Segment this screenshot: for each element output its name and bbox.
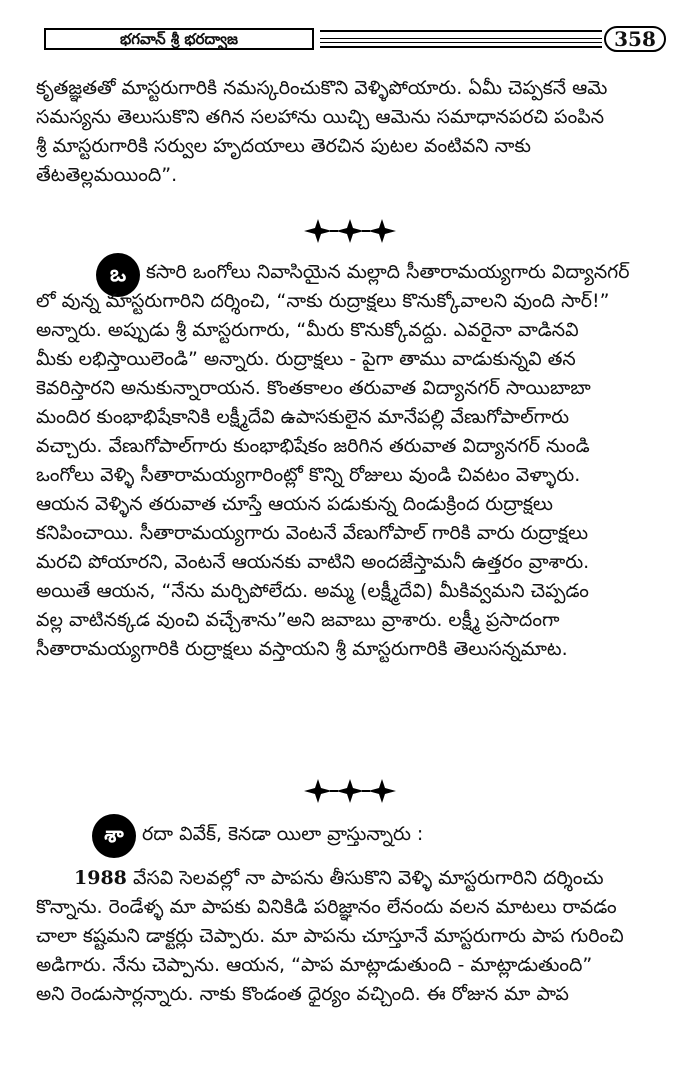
text-line: సీతారామయ్యగారికి రుద్రాక్షలు వస్తాయని శ్రీ మాస్టరుగారికి తెలుసన్నమాట.: [36, 638, 568, 660]
text-line: కెవరిస్తారని అనుకున్నారాయన. కొంతకాలం తరువాత విద్యానగర్ సాయిబాబా: [36, 377, 591, 399]
ornament-divider: [0, 776, 700, 810]
text-fragment: వేసవి సెలవల్లో నా పాపను తీసుకొని వెళ్ళి మాస్టరుగారిని దర్శించు: [132, 867, 604, 889]
text-line: [36, 864, 666, 893]
text-line: వల్ల వాటినక్కడ వుంచి వచ్చేశాను”అని జవాబు వ్రాశారు. లక్ష్మీ ప్రసాదంగా: [36, 609, 560, 631]
ornament-divider: [0, 216, 700, 250]
four-point-stars-ornament-icon: [300, 776, 400, 806]
text-line: లో వున్న మాస్టరుగారిని దర్శించి, “నాకు రుద్రాక్షలు కొనుక్కోవాలని వుంది సార్!”: [36, 290, 610, 312]
text-line: అని రెండుసార్లన్నారు. నాకు కొండంత ధైర్యం వచ్చింది. ఈ రోజున మా పాప: [36, 983, 569, 1005]
paragraph-4: [36, 864, 666, 1009]
text-line: మందిర కుంభాభిషేకానికి లక్ష్మీదేవి ఉపాసకులైన మానేపల్లి వేణుగోపాల్‌గారు: [36, 406, 570, 428]
text-line: తేటతెల్లమయింది”.: [36, 164, 178, 186]
text-line: అయితే ఆయన, “నేను మర్చిపోలేదు. అమ్మ (లక్ష్మీదేవి) మీకివ్వమని చెప్పడం: [36, 580, 589, 602]
paragraph-1: [36, 74, 666, 190]
text-line: మరచి పోయారని, వెంటనే ఆయనకు వాటిని అందజేస్తామనీ ఉత్తరం వ్రాశారు.: [36, 551, 590, 573]
book-title: భగవాన్ శ్రీ భరద్వాజ: [120, 30, 238, 48]
drop-cap: శా: [92, 814, 136, 858]
text-line: కనిపించాయి. సీతారామయ్యగారు వెంటనే వేణుగోపాల్ గారికి వారు రుద్రాక్షలు: [36, 522, 589, 544]
drop-cap: ఒ: [96, 253, 140, 297]
header-rule: [320, 30, 602, 48]
text-line: కృతజ్ఞతతో మాస్టరుగారికి నమస్కరించుకొని వెళ్ళిపోయారు. ఏమీ చెప్పకనే ఆమె: [36, 77, 608, 99]
text-line: వచ్చారు. వేణుగోపాల్‌గారు కుంభాభిషేకం జరిగిన తరువాత విద్యానగర్ నుండి: [36, 435, 590, 457]
text-line: ఆయన వెళ్ళిన తరువాత చూస్తే ఆయన పడుకున్న దిండుక్రింద రుద్రాక్షలు: [36, 493, 553, 515]
page-header: [44, 26, 664, 54]
page-number: 358: [614, 27, 656, 51]
page-number-badge: [604, 26, 666, 52]
text-line: కసారి ఒంగోలు నివాసియైన మల్లాది సీతారామయ్యగారు విద్యానగర్: [146, 261, 630, 283]
four-point-stars-ornament-icon: [300, 216, 400, 246]
text-line: అడిగారు. నేను చెప్పాను. ఆయన, “పాప మాట్లాడుతుంది - మాట్లాడుతుంది”: [36, 954, 593, 976]
text-line: రదా వివేక్, కెనడా యిలా వ్రాస్తున్నారు :: [142, 823, 424, 845]
text-line: ఒంగోలు వెళ్ళి సీతారామయ్యగారింట్లో కొన్ని రోజులు వుండి చివటం వెళ్ళారు.: [36, 464, 581, 486]
text-line: కొన్నాను. రెండేళ్ళ మా పాపకు వినికిడి పరిజ్ఞానం లేనందు వలన మాటలు రావడం: [36, 896, 617, 918]
text-line: శ్రీ మాస్టరుగారికి సర్వుల హృదయాలు తెరచిన పుటల వంటివని నాకు: [36, 135, 532, 157]
year-text: 1988: [74, 867, 127, 889]
text-line: సమస్యను తెలుసుకొని తగిన సలహాను యిచ్చి ఆమెను సమాధానపరచి పంపిన: [36, 106, 605, 128]
paragraph-3: [36, 820, 666, 849]
text-line: అన్నారు. అప్పుడు శ్రీ మాస్టరుగారు, “మీరు కొనుక్కోవద్దు. ఎవరైనా వాడినవి: [36, 319, 579, 341]
text-line: చాలా కష్టమని డాక్టర్లు చెప్పారు. మా పాపను చూస్తూనే మాస్టరుగారు పాప గురించి: [36, 925, 624, 947]
text-line: మీకు లభిస్తాయిలెండి” అన్నారు. రుద్రాక్షలు - పైగా తాము వాడుకున్నవి తన: [36, 348, 576, 370]
paragraph-2: [36, 258, 666, 664]
